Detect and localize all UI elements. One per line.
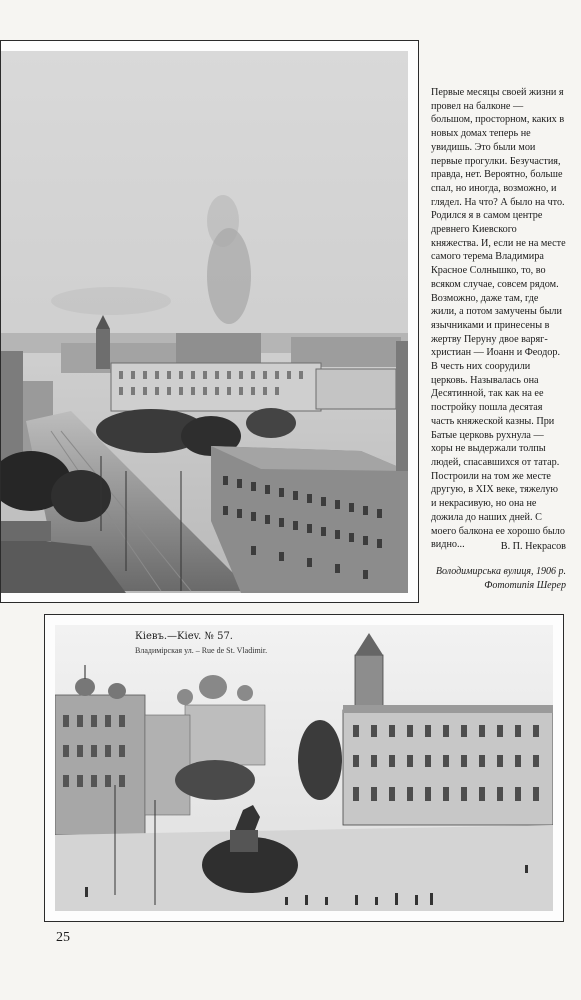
top-photo-frame — [0, 40, 419, 603]
memoir-paragraph-2: Родился я в самом центре древнего Киевского княжества. И, если не на месте самого терема Владимира Красное Солнышко, то, во всяком случае, совсем рядом. Возможно, даже там, где жили, а потом замучены были язычниками и принесены в жертву Перуну двое варяг-христиан — Иоанн и Феодор. В честь них соорудили церковь. Называлась она Десятинной, так как на ее постройку пошла десятая часть княжеской казны. При Батые церковь рухнула — хоры не выдержали толпы людей, спасавшихся от татар. Построили на том же месте другую, в XIX веке, тяжелую и некрасивую, но она не дожила до наших дней. С моего балкона ее хорошо было видно... — [431, 210, 566, 551]
caption-line-2: Фототипія Шерер — [484, 580, 566, 591]
memoir-text — [431, 86, 566, 552]
photo-caption — [425, 565, 566, 593]
page-number: 25 — [56, 930, 70, 945]
caption-line-1: Володимирська вулиця, 1906 р. — [435, 566, 566, 577]
photo-volodymyrska-street-panorama — [1, 51, 408, 593]
postcard-vladimirskaya-street — [55, 625, 553, 911]
postcard-illustration — [55, 625, 553, 911]
memoir-paragraph-1: Первые месяцы своей жизни я провел на балконе — большом, просторном, каких в новых домах теперь не увидишь. Это были мои первые прогулки. Безучастия, правда, нет. Вероятно, больше спал, но иногда, возможно, и глядел. На что? А было на что. — [431, 87, 565, 208]
panorama-illustration — [1, 51, 408, 593]
postcard-subtitle: Владимірская ул. – Rue de St. Vladimir. — [135, 646, 268, 655]
memoir-author: В. П. Некрасов — [500, 541, 566, 552]
postcard-title: Кiевъ.—Kiev. № 57. — [135, 631, 233, 642]
bottom-postcard-frame — [44, 614, 564, 922]
